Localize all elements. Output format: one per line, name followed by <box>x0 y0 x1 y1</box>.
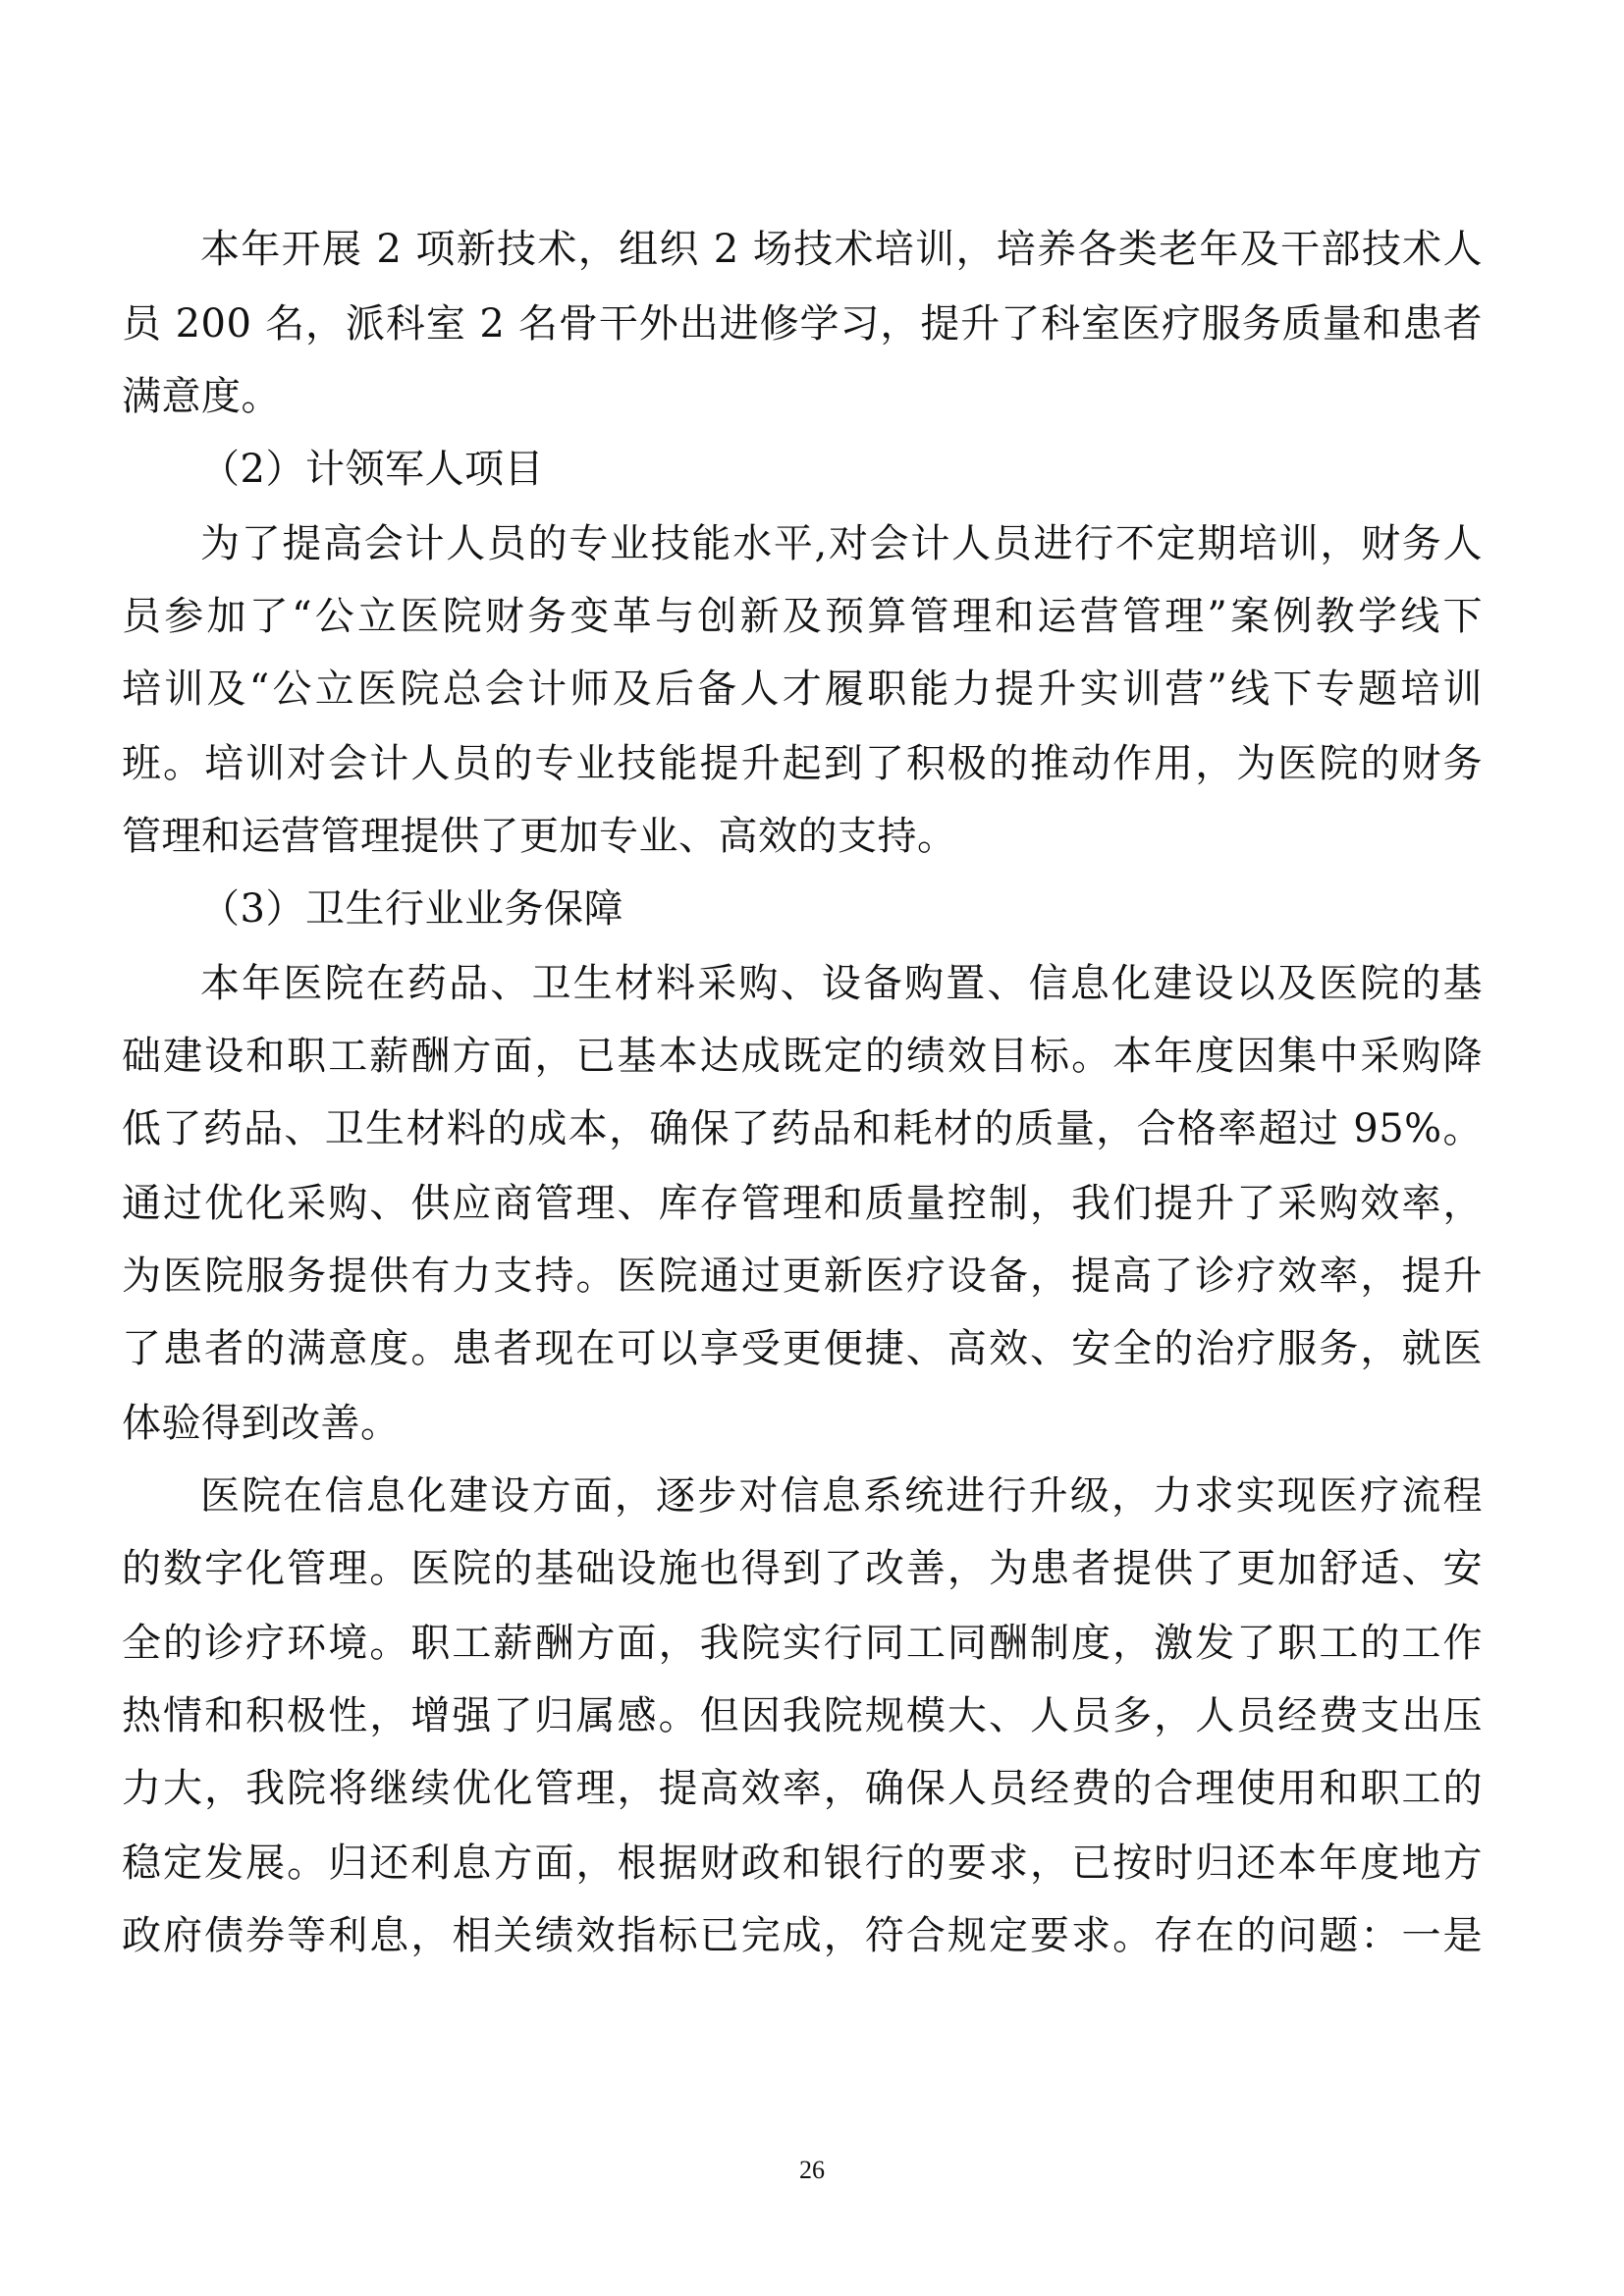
paragraph-line: 体验得到改善。 <box>122 1401 401 1446</box>
paragraph-line: 满意度。 <box>122 374 281 419</box>
paragraph-line: 了患者的满意度。患者现在可以享受更便捷、高效、安全的治疗服务，就医 <box>122 1326 1483 1371</box>
section-heading: （2）计领军人项目 <box>200 447 544 492</box>
section-heading: （3）卫生行业业务保障 <box>200 886 623 932</box>
paragraph-line: 全的诊疗环境。职工薪酬方面，我院实行同工同酬制度，激发了职工的工作 <box>122 1621 1483 1666</box>
paragraph-line: 热情和积极性，增强了归属感。但因我院规模大、人员多，人员经费支出压 <box>122 1693 1483 1738</box>
paragraph-line: 稳定发展。归还利息方面，根据财政和银行的要求，已按时归还本年度地方 <box>122 1841 1483 1886</box>
paragraph-line: 础建设和职工薪酬方面，已基本达成既定的绩效目标。本年度因集中采购降 <box>122 1034 1483 1079</box>
paragraph-line: 力大，我院将继续优化管理，提高效率，确保人员经费的合理使用和职工的 <box>122 1766 1483 1811</box>
paragraph-line: 本年开展 2 项新技术，组织 2 场技术培训，培养各类老年及干部技术人 <box>200 227 1483 272</box>
paragraph-line: 为了提高会计人员的专业技能水平,对会计人员进行不定期培训，财务人 <box>200 521 1483 566</box>
paragraph-line: 的数字化管理。医院的基础设施也得到了改善，为患者提供了更加舒适、安 <box>122 1546 1483 1591</box>
paragraph-line: 培训及“公立医院总会计师及后备人才履职能力提升实训营”线下专题培训 <box>122 667 1483 712</box>
paragraph-line: 医院在信息化建设方面，逐步对信息系统进行升级，力求实现医疗流程 <box>200 1473 1483 1519</box>
paragraph-line: 班。培训对会计人员的专业技能提升起到了积极的推动作用，为医院的财务 <box>122 741 1483 786</box>
paragraph-line: 管理和运营管理提供了更加专业、高效的支持。 <box>122 814 957 859</box>
paragraph-line: 本年医院在药品、卫生材料采购、设备购置、信息化建设以及医院的基 <box>200 961 1483 1006</box>
paragraph-line: 通过优化采购、供应商管理、库存管理和质量控制，我们提升了采购效率， <box>122 1181 1483 1226</box>
page-number: 26 <box>799 2156 825 2184</box>
paragraph-line: 为医院服务提供有力支持。医院通过更新医疗设备，提高了诊疗效率，提升 <box>122 1254 1483 1299</box>
paragraph-line: 员 200 名，派科室 2 名骨干外出进修学习，提升了科室医疗服务质量和患者 <box>122 301 1483 347</box>
paragraph-line: 政府债券等利息，相关绩效指标已完成，符合规定要求。存在的问题：一是 <box>122 1913 1483 1958</box>
paragraph-line: 低了药品、卫生材料的成本，确保了药品和耗材的质量，合格率超过 95%。 <box>122 1106 1483 1151</box>
paragraph-line: 员参加了“公立医院财务变革与创新及预算管理和运营管理”案例教学线下 <box>122 594 1483 639</box>
